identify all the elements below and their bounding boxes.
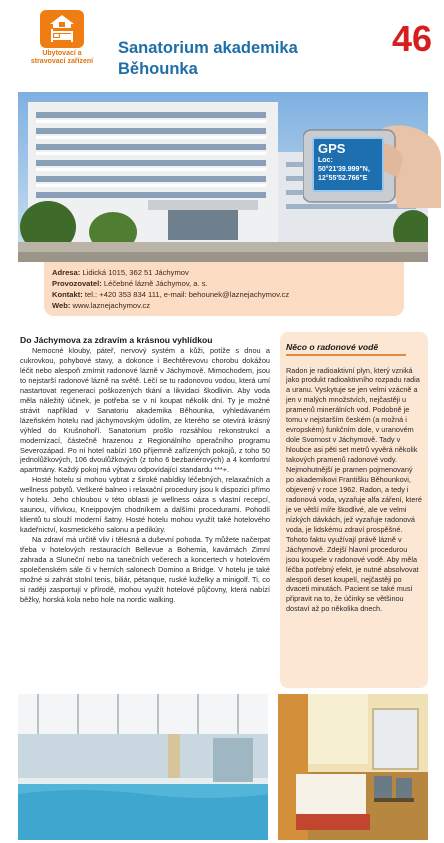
- pool-photo: [18, 694, 268, 840]
- address-value: Lidická 1015, 362 51 Jáchymov: [82, 268, 189, 277]
- web-link[interactable]: www.laznejachymov.cz: [72, 301, 151, 310]
- article-paragraph: Nemocné klouby, páteř, nervový systém a kůži, potíže s dnou a cukrovkou, pohybové stavy, a dokonce i Bechtěrevovu chorobu dokážou léčit nebo alespoň zmírnit radonové lázně v Jáchymově. Mimochodem, jsou to nejstarší radonové lázně na světě. Léčí se tu radonovou vodou, která umí nastartovat regeneraci poškozených tkání a likvidaci škodlivin. Aby voda měla náležitý účinek, je potřeba se v ní koupat několik dní. Ty je možné strávit například v Sanatoriu akademika Běhounka, vyhledávaném lázeňském hotelu nad jáchymovským údolím, ze kterého se otevírá krásný výhled do Krušnohoří. Sanatorium prošlo rozsáhlou rekonstrukcí a modernizací, částečně hrazenou z Regionálního operačního programu Severozápad. Po ní hotel nabízí 160 příjemně zařízených pokojů, z toho 50 jednolůžkových, 106 dvoulůžkových (z toho 6 bezbariérových) a 4 komfortní apartmány. Každý pokoj má výbavu odpovídající standardu ***+.: [20, 346, 270, 475]
- page-number: 46: [391, 18, 432, 59]
- sidebar-box: [280, 332, 428, 688]
- contact-box: [44, 262, 404, 316]
- gps-longitude: 12°55'52.766"E: [318, 175, 368, 182]
- gps-loc-label: Loc:: [318, 157, 333, 164]
- web-line: Web: www.laznejachymov.cz: [52, 301, 151, 310]
- article-body: [20, 346, 270, 605]
- gps-screen: [312, 137, 384, 192]
- article-heading: Do Jáchymova za zdravím a krásnou vyhlídkou: [20, 335, 213, 345]
- article-paragraph: Na zdraví má určitě vliv i tělesná a duševní pohoda. Ty můžete načerpat třeba v hotelových restauracích Bellevue a Bohemia, kavárnách Zimní zahrada a Sluneční nebo na tanečních večerech a koncertech v hotelovém společenském sále či v herních salonech Domino a Bridge. V hotelu je také možné si zahrát stolní tenis, biliár, pétanque, ruské kuželky a minigolf. Ti, co si raději zasportují v přírodě, mohou využít hotelové půjčovny, která nabízí běžky, horská kola nebo hole na nordic walking.: [20, 535, 270, 604]
- gps-latitude: 50°21'39.999"N,: [318, 166, 370, 173]
- contact-value[interactable]: tel.: +420 353 834 111, e-mail: behounek@laznejachymov.cz: [84, 290, 290, 299]
- operator-value: Léčebné lázně Jáchymov, a. s.: [103, 279, 208, 288]
- category-label: Ubytovací a stravovací zařízení: [30, 50, 94, 65]
- gps-title: GPS: [318, 141, 346, 156]
- article-paragraph: Hosté hotelu si mohou vybrat z široké nabídky léčebných, relaxačních a wellness pobytů. Veškeré balneo i relaxační procedury jsou k dispozici přímo v hotelu. Jeho chloubou v této oblasti je wellness oáza s vlastní recepcí, saunou, vířivkou, Kneippovým chodníkem a dalšími procedurami. Pohodlí klientů tu slouží moderní šatny. Hosté hotelu mohou využít také hotelového kadeřnictví, kosmetického salonu a pedikúry.: [20, 475, 270, 535]
- operator-line: Provozovatel: Léčebné lázně Jáchymov, a. s.: [52, 279, 208, 288]
- category-badge: [40, 10, 84, 48]
- sidebar-paragraph: Radon je radioaktivní plyn, který vzniká jako produkt radioaktivního rozpadu radia a uranu. Vyskytuje se jen velmi vzácně a jen v malých množstvích, nejčastěji u pramenů minerálních vod. Podobně je tomu v nejstarším českém (a možná i evropském) funkčním dole, v uranovém dole Svornost v Jáchymově. Tady v hloubce asi pěti set metrů vyvěrá několik takových pramenů radonové vody. Nejmohutnější je pramen pojmenovaný po akademikovi Františku Běhounkovi, objevený v roce 1962. Radon, a tedy i radonová voda, vyzařuje alfa záření, které je ve větší míře škodlivé, ale ve velmi nízkých dávkách, jež vyzařuje radonová voda, je lidskému zdraví prospěšné. Tohoto faktu využívají právě lázně v Jáchymově. Zdejší hlavní procedurou jsou koupele v radonové vodě. Aby měla léčba potřebný efekt, je nutné absolvovat alespoň deset koupelí, nejčastěji po dvaceti minutách. Pacient se také musí připravit na to, že účinky se většinou dostaví až po několika dnech.: [286, 365, 422, 614]
- address-line: Adresa: Lidická 1015, 362 51 Jáchymov: [52, 268, 189, 277]
- hotel-bed-icon: [49, 14, 75, 44]
- room-photo: [278, 694, 428, 840]
- sidebar-divider: [286, 354, 406, 356]
- sidebar-title: Něco o radonové vodě: [286, 342, 379, 352]
- contact-line: Kontakt: tel.: +420 353 834 111, e-mail: behounek@laznejachymov.cz: [52, 290, 290, 299]
- page-title: Sanatorium akademika Běhounka: [118, 39, 298, 78]
